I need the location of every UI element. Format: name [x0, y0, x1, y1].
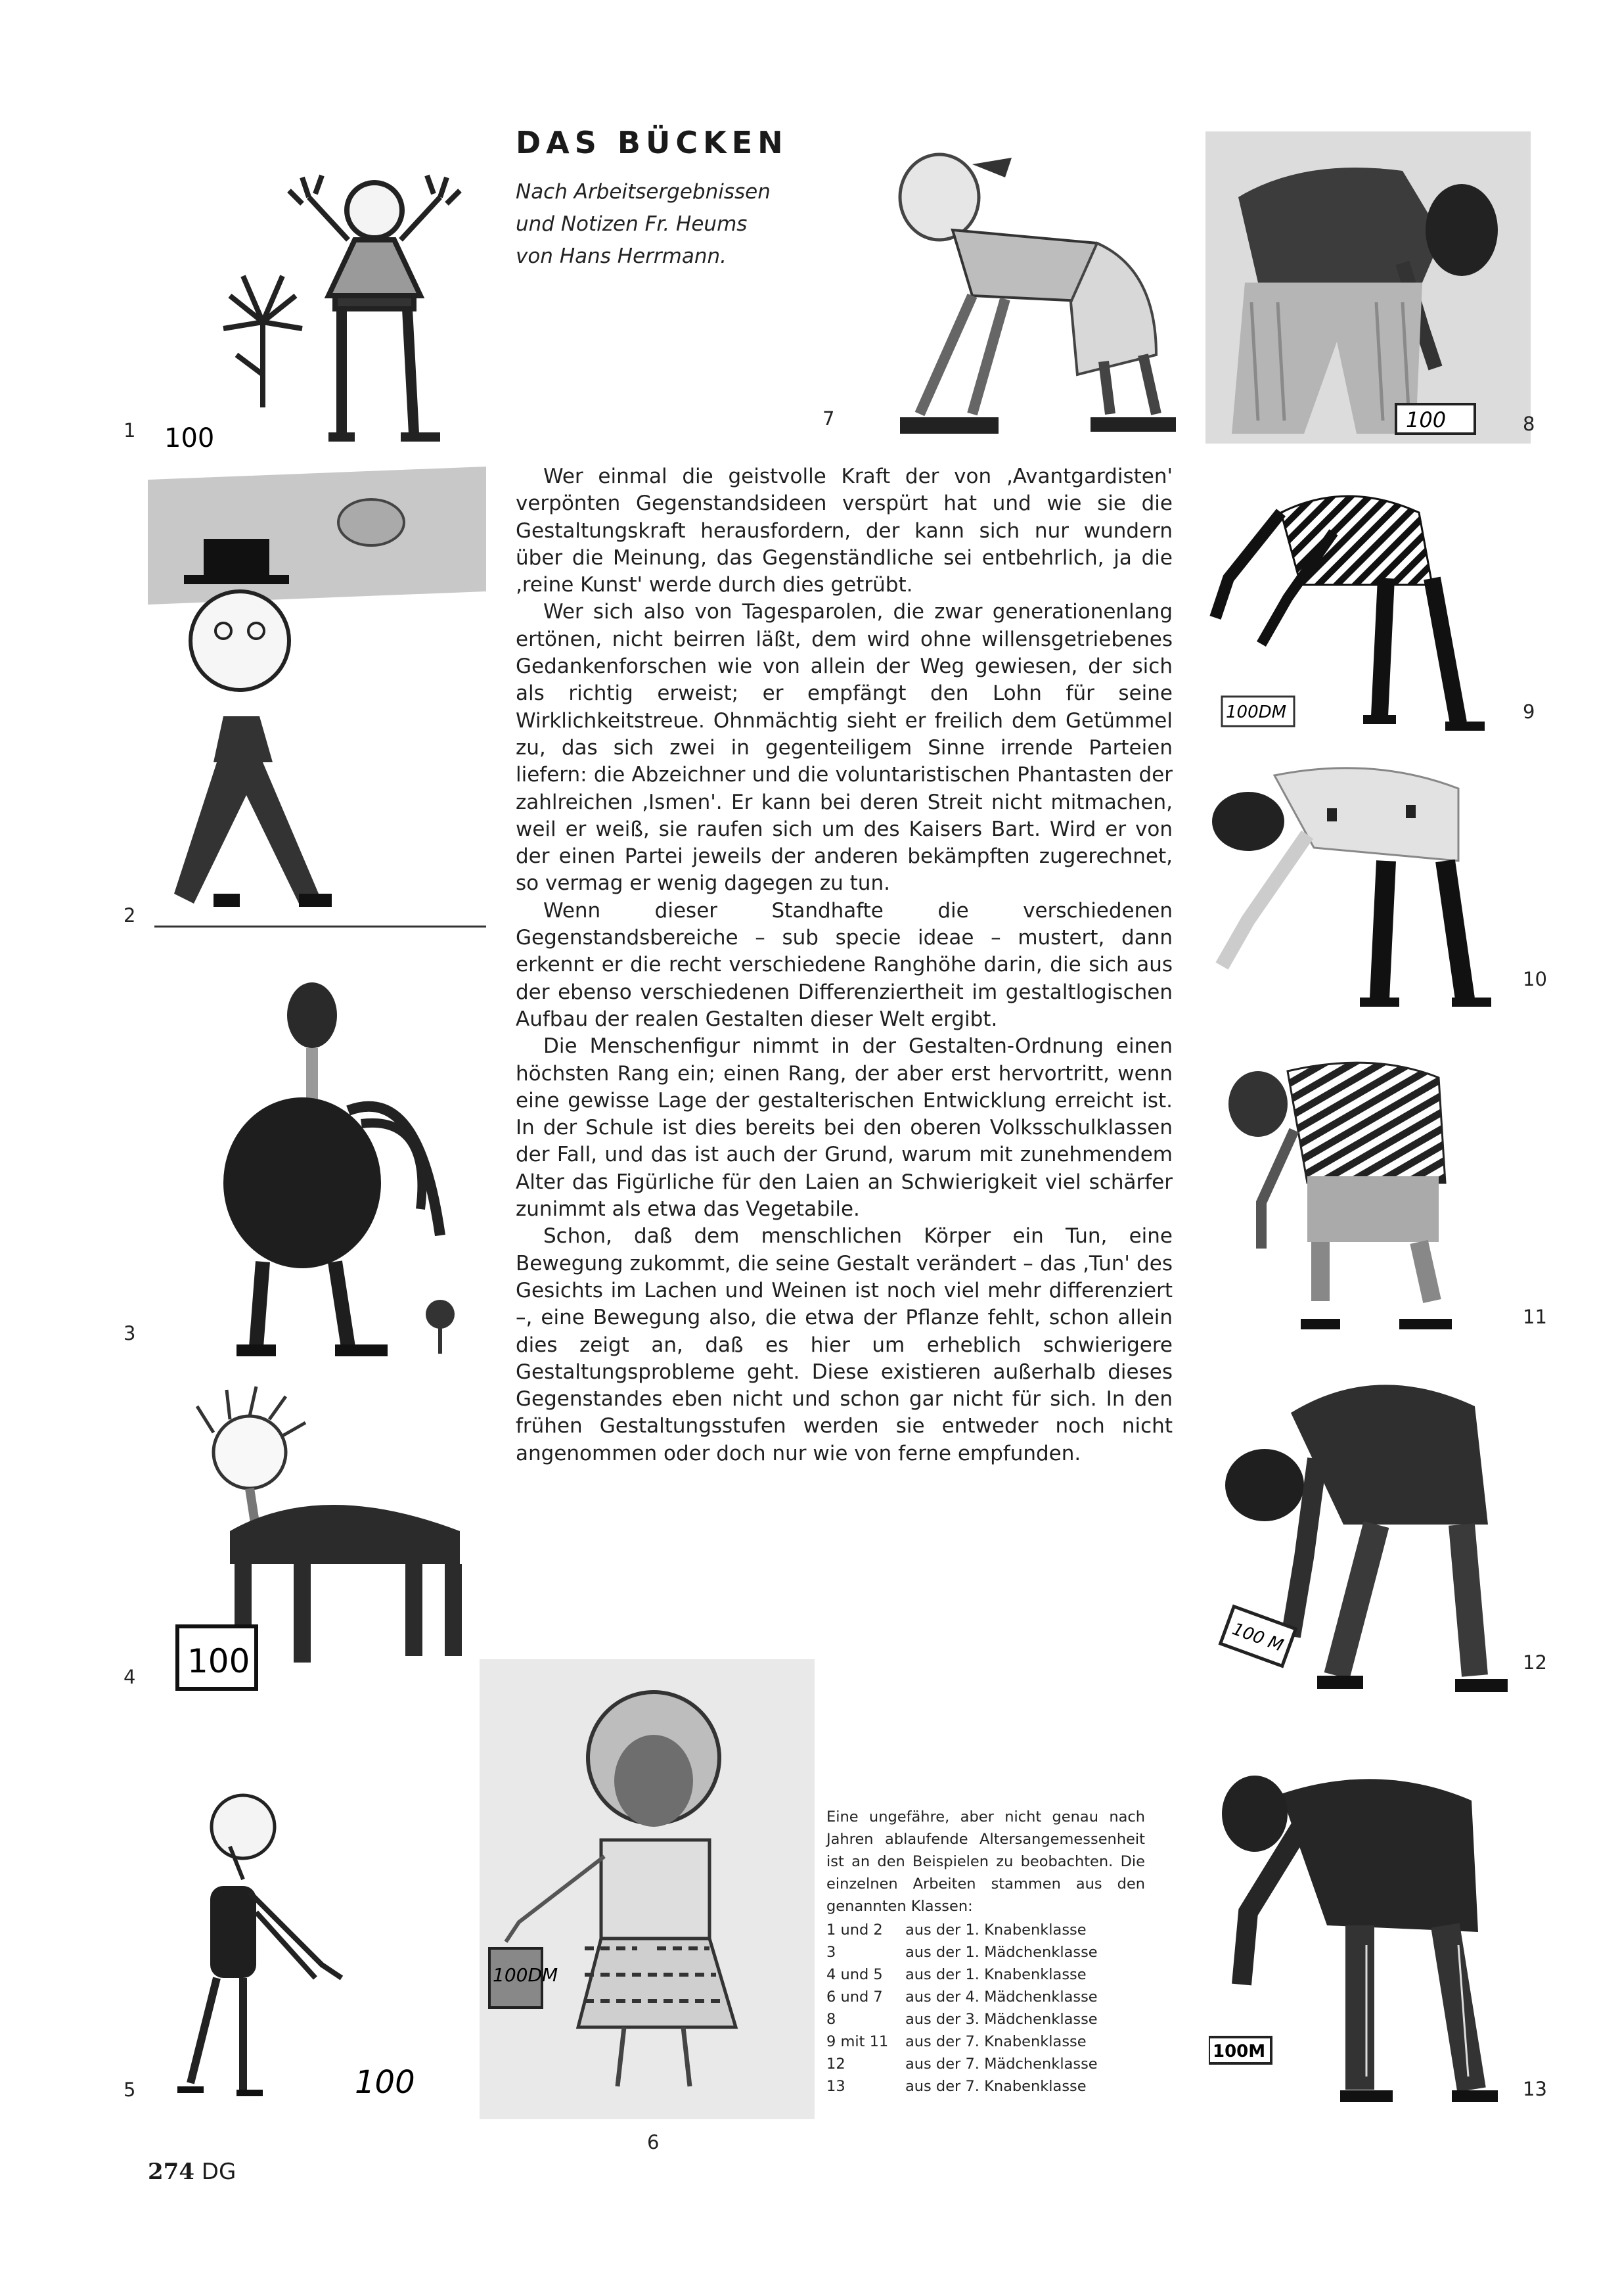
figure-13-label: 100M — [1213, 2042, 1266, 2061]
page-footer — [148, 2159, 236, 2185]
figure-4-drawing — [151, 1380, 480, 1695]
class-row-numbers: 12 — [826, 2055, 845, 2073]
figure-13-drawing — [1209, 1748, 1518, 2109]
article-title: DAS BÜCKEN — [516, 125, 788, 160]
class-row — [826, 2031, 1098, 2053]
class-row — [826, 2075, 1098, 2098]
figure-caption — [826, 1806, 1145, 2098]
class-row-class: aus der 1. Mädchenklasse — [905, 1944, 1098, 1961]
figure-5-drawing — [151, 1781, 434, 2123]
class-row-numbers: 9 mit 11 — [826, 2033, 889, 2050]
article-body — [516, 463, 1173, 1467]
class-row-class: aus der 1. Knabenklasse — [905, 1921, 1087, 1939]
paragraph: Wer sich also von Tagesparolen, die zwar generationenlang ertönen, nicht beirren läßt, dem wird ohne willensgetriebenes Gedankenforschen wie von allein der Weg gewiesen, der sich als richtig erweist; er empfängt den Lohn für seine Wirklichkeitstreue. Ohnmächtig sieht er freilich dem Getümmel zu, das sich zwei in gegenteiligem Sinne irrende Parteien liefern: die Abzeichner und die voluntaristischen Phantasten der zahlreichen ‚Ismen'. Er kann bei deren Streit nicht mitmachen, weil er weiß, sie raufen sich um des Kaisers Bart. Wird er von der einen Partei jeweils der anderen bekämpften zugerechnet, so vermag er wenig dagegen zu tun. — [516, 600, 1173, 896]
figure-number-12: 12 — [1523, 1651, 1547, 1674]
figure-3-drawing — [151, 959, 486, 1367]
paragraph: Wenn dieser Standhafte die verschiedenen Gegenstandsbereiche – sub specie ideae – mustert, dann erkennt er die recht verschiedene Ranghöhe darin, die sich aus der ebenso verschiedenen Differenziertheit im gestaltlogischen Aufbau der realen Gestalten dieser Welt ergibt. — [516, 898, 1173, 1031]
figure-7-drawing — [880, 138, 1196, 440]
figure-number-1: 1 — [124, 419, 136, 442]
figure-1-label: 100 — [164, 423, 215, 453]
class-row-class: aus der 7. Knabenklasse — [905, 2033, 1087, 2050]
byline-line-1: Nach Arbeitsergebnissen — [516, 180, 771, 204]
class-row — [826, 1963, 1098, 1986]
class-row-class: aus der 4. Mädchenklasse — [905, 1988, 1098, 2006]
class-row-numbers: 8 — [826, 2011, 836, 2028]
paragraph: Schon, daß dem menschlichen Körper ein Tun, eine Bewegung zukommt, die seine Gestalt verändert – das ‚Tun' des Gesichts im Lachen und Weinen ist noch viel mehr differenziert –, eine Bewegung also, die etwa der Pflanze fehlt, schon allein dies zeigt an, daß es hier um erheblich schwierigere Gestaltungsprobleme geht. Diese existieren außerhalb dieses Gegenstandes eben nicht und schon gar nicht für sich. In den frühen Gestaltungsstufen werden sie entweder noch nicht angenommen oder doch nur wie von ferne empfunden. — [516, 1224, 1173, 1465]
figure-number-4: 4 — [124, 1666, 136, 1688]
class-row-numbers: 1 und 2 — [826, 1921, 883, 1939]
byline-line-3: von Hans Herrmann. — [516, 244, 727, 268]
class-row-numbers: 6 und 7 — [826, 1988, 883, 2006]
class-row-class: aus der 7. Knabenklasse — [905, 2078, 1087, 2095]
figure-number-2: 2 — [124, 904, 136, 927]
paragraph: Wer einmal die geistvolle Kraft der von ‚Avantgardisten' verpönten Gegenstandsideen verspürt hat und wie sie die Gestaltungskraft herausfordern, der kann sich nur wundern über die Meinung, das Gegenständliche sei entbehrlich, ja die ‚reine Kunst' werde durch dies getrübt. — [516, 465, 1173, 597]
journal-label: DG — [201, 2159, 236, 2185]
class-row-numbers: 4 und 5 — [826, 1966, 883, 1983]
class-table — [826, 1919, 1098, 2098]
class-row-class: aus der 7. Mädchenklasse — [905, 2055, 1098, 2073]
figure-11-drawing — [1222, 1051, 1498, 1341]
figure-number-9: 9 — [1523, 700, 1535, 723]
figure-4-label: 100 — [187, 1642, 250, 1680]
figure-12-drawing — [1212, 1360, 1514, 1709]
figure-6-label: 100DM — [493, 1964, 558, 1986]
figure-number-3: 3 — [124, 1322, 136, 1344]
figure-number-13: 13 — [1523, 2078, 1547, 2100]
class-row — [826, 2008, 1098, 2031]
article-byline — [516, 176, 771, 273]
figure-5-label: 100 — [355, 2064, 415, 2101]
figure-10-drawing — [1209, 749, 1518, 1012]
figure-number-5: 5 — [124, 2078, 136, 2101]
figure-number-11: 11 — [1523, 1306, 1547, 1328]
class-row-numbers: 13 — [826, 2078, 845, 2095]
figure-9-label: 100DM — [1226, 702, 1287, 722]
figure-2-drawing — [148, 467, 486, 936]
figure-number-7: 7 — [822, 407, 835, 430]
paragraph: Die Menschenfigur nimmt in der Gestalten-Ordnung einen höchsten Rang ein; einen Rang, der aber erst hervortritt, wenn eine gewisse Lage der gestalterischen Entwicklung erreicht ist. In der Schule ist dies bereits bei den oberen Volksschulklassen der Fall, und das ist auch der Grund, warum mit zunehmendem Alter das Figürliche für den Laien an Schwierigkeit viel schärfer zunimmt als etwa das Vegetabile. — [516, 1034, 1173, 1222]
class-row — [826, 1986, 1098, 2008]
class-row-class: aus der 1. Knabenklasse — [905, 1966, 1087, 1983]
figure-number-10: 10 — [1523, 968, 1547, 990]
figure-1-drawing — [151, 125, 493, 460]
class-row — [826, 1919, 1098, 1941]
figure-8-drawing — [1205, 131, 1531, 444]
figure-8-label: 100 — [1406, 407, 1447, 432]
figure-6-drawing — [480, 1659, 815, 2119]
class-row — [826, 2053, 1098, 2075]
class-row-numbers: 3 — [826, 1944, 836, 1961]
class-row-class: aus der 3. Mädchenklasse — [905, 2011, 1098, 2028]
figure-number-6: 6 — [647, 2131, 660, 2153]
figure-number-8: 8 — [1523, 413, 1535, 435]
figure-12-label: 100 M — [1229, 1619, 1286, 1656]
byline-line-2: und Notizen Fr. Heums — [516, 212, 748, 236]
class-row — [826, 1941, 1098, 1963]
caption-note: Eine ungefähre, aber nicht genau nach Jahren ablaufende Altersangemessenheit ist an den Beispielen zu beobachten. Die einzelnen Arbeiten stammen aus den genannten Klassen: — [826, 1808, 1145, 1915]
page-number: 274 — [148, 2159, 194, 2185]
figure-9-drawing — [1202, 473, 1511, 736]
